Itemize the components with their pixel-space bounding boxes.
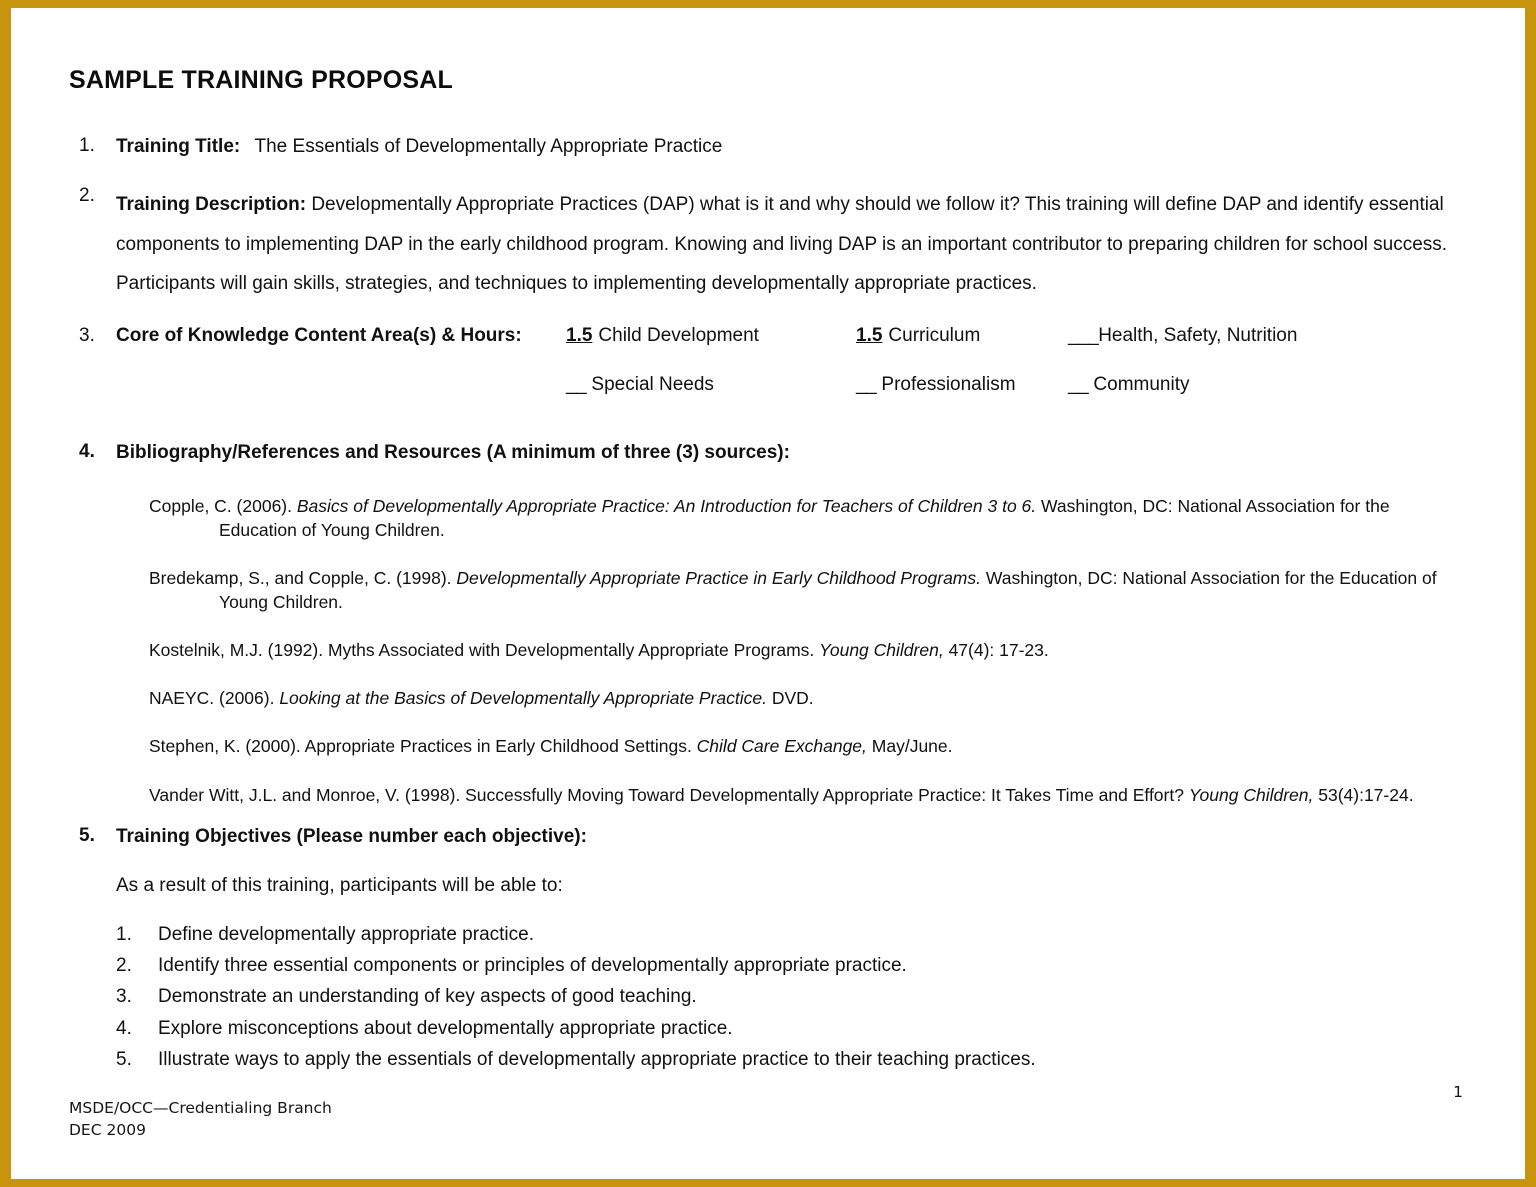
page-sheet bbox=[11, 8, 1525, 1179]
page-number: 1 bbox=[1453, 1083, 1463, 1101]
citation-suffix: May/June. bbox=[866, 736, 953, 757]
objective-item bbox=[116, 1013, 1465, 1044]
citation-item bbox=[149, 494, 1459, 542]
citation-title: Basics of Developmentally Appropriate Practice: An Introduction for Teachers of Children 3 to 6. bbox=[296, 495, 1037, 516]
page-title: SAMPLE TRAINING PROPOSAL bbox=[69, 66, 453, 94]
training-objectives-label: Training Objectives (Please number each objective): bbox=[116, 825, 587, 847]
section-number-5: 5. bbox=[79, 824, 95, 846]
label-special-needs: Special Needs bbox=[586, 374, 714, 396]
citation-prefix: Copple, C. (2006). bbox=[149, 495, 297, 516]
citation-item bbox=[149, 686, 1459, 710]
section-core-of-knowledge bbox=[69, 325, 1465, 411]
label-professionalism: Professionalism bbox=[876, 374, 1016, 396]
objectives-list bbox=[116, 919, 1465, 1075]
objectives-intro: As a result of this training, participants will be able to: bbox=[116, 875, 563, 897]
citation-prefix: Kostelnik, M.J. (1992). Myths Associated with Developmentally Appropriate Programs. bbox=[149, 640, 820, 661]
training-title-label: Training Title: bbox=[116, 136, 241, 157]
citation-title: Developmentally Appropriate Practice in Early Childhood Programs. bbox=[456, 567, 981, 588]
training-description-label: Training Description: bbox=[116, 194, 307, 216]
citation-title: Young Children, bbox=[819, 640, 944, 661]
citation-prefix: NAEYC. (2006). bbox=[149, 688, 280, 709]
core-of-knowledge-row bbox=[566, 374, 1346, 396]
footer-line-1: MSDE/OCC—Credentialing Branch bbox=[69, 1099, 332, 1117]
citation-title: Young Children, bbox=[1188, 784, 1314, 805]
objective-number: 1. bbox=[116, 924, 132, 946]
citation-title: Looking at the Basics of Developmentally Appropriate Practice. bbox=[279, 688, 767, 709]
objective-number: 3. bbox=[116, 986, 132, 1008]
hours-community[interactable]: __ bbox=[1068, 374, 1089, 396]
training-title-value: The Essentials of Developmentally Appropriate Practice bbox=[254, 136, 723, 157]
training-description-value: Developmentally Appropriate Practices (DAP) what is it and why should we follow it? This training will define DAP and identify essential components to implementing DAP in the early childhood program. Knowing and living DAP is an important contributor to preparing children for school success. Participants will gain skills, strategies, and techniques to implementing developmentally appropriate practices. bbox=[116, 194, 1448, 294]
citation-item bbox=[149, 638, 1459, 662]
objective-number: 5. bbox=[116, 1048, 132, 1070]
section-training-objectives bbox=[69, 825, 1465, 849]
citation-prefix: Vander Witt, J.L. and Monroe, V. (1998). Successfully Moving Toward Developmentally Appropriate Practice: It Takes Time and Effort? bbox=[149, 784, 1189, 805]
citation-prefix: Stephen, K. (2000). Appropriate Practices in Early Childhood Settings. bbox=[149, 736, 697, 757]
section-number-4: 4. bbox=[79, 441, 95, 463]
core-of-knowledge-grid bbox=[566, 325, 1346, 423]
bibliography-label: Bibliography/References and Resources (A minimum of three (3) sources): bbox=[116, 442, 790, 464]
citation-title: Child Care Exchange, bbox=[696, 736, 867, 757]
objective-item bbox=[116, 1044, 1465, 1075]
citation-item bbox=[149, 734, 1459, 758]
objective-text: Define developmentally appropriate practice. bbox=[158, 924, 534, 946]
objective-text: Demonstrate an understanding of key aspects of good teaching. bbox=[158, 986, 697, 1008]
citation-suffix: DVD. bbox=[767, 688, 814, 709]
section-number-1: 1. bbox=[79, 135, 95, 156]
document-content bbox=[69, 66, 1465, 1075]
hours-professionalism[interactable]: __ bbox=[856, 374, 877, 396]
bibliography-list bbox=[149, 494, 1459, 807]
core-area-health-safety-nutrition[interactable] bbox=[1068, 325, 1338, 347]
core-of-knowledge-label: Core of Knowledge Content Area(s) & Hours: bbox=[116, 325, 522, 347]
core-area-community[interactable] bbox=[1068, 374, 1338, 396]
section-training-title bbox=[69, 135, 1465, 159]
citation-item bbox=[149, 566, 1459, 614]
objective-text: Explore misconceptions about developmentally appropriate practice. bbox=[158, 1017, 733, 1039]
citation-suffix: Washington, DC: National Association for the Education of Young Children. bbox=[219, 567, 1437, 613]
citation-prefix: Bredekamp, S., and Copple, C. (1998). bbox=[149, 567, 457, 588]
label-curriculum: Curriculum bbox=[888, 325, 981, 347]
label-health-safety-nutrition: Health, Safety, Nutrition bbox=[1098, 325, 1298, 347]
hours-health-safety-nutrition[interactable]: ___ bbox=[1068, 325, 1099, 347]
citation-suffix: 47(4): 17-23. bbox=[943, 640, 1049, 661]
objective-text: Identify three essential components or principles of developmentally appropriate practice. bbox=[158, 955, 907, 977]
objective-item bbox=[116, 981, 1465, 1012]
objective-number: 4. bbox=[116, 1017, 132, 1039]
section-number-2: 2. bbox=[79, 185, 95, 207]
core-area-child-development[interactable] bbox=[566, 325, 856, 347]
footer-line-2: DEC 2009 bbox=[69, 1121, 146, 1139]
label-community: Community bbox=[1088, 374, 1190, 396]
hours-curriculum[interactable]: 1.5 bbox=[856, 325, 883, 347]
core-area-curriculum[interactable] bbox=[856, 325, 1068, 347]
objective-item bbox=[116, 950, 1465, 981]
hours-child-development[interactable]: 1.5 bbox=[566, 325, 593, 347]
core-area-special-needs[interactable] bbox=[566, 374, 856, 396]
label-child-development: Child Development bbox=[598, 325, 759, 347]
core-area-professionalism[interactable] bbox=[856, 374, 1068, 396]
objective-text: Illustrate ways to apply the essentials of developmentally appropriate practice to their teaching practices. bbox=[158, 1048, 1036, 1070]
document-footer bbox=[69, 1097, 332, 1141]
training-description-body bbox=[116, 185, 1465, 303]
core-of-knowledge-row bbox=[566, 325, 1346, 347]
training-title-line bbox=[116, 135, 1465, 159]
section-training-description bbox=[69, 185, 1465, 303]
section-bibliography bbox=[69, 441, 1465, 465]
citation-item bbox=[149, 783, 1459, 807]
section-number-3: 3. bbox=[79, 325, 95, 347]
objective-item bbox=[116, 919, 1465, 950]
hours-special-needs[interactable]: __ bbox=[566, 374, 587, 396]
citation-suffix: Washington, DC: National Association for the Education of Young Children. bbox=[219, 495, 1390, 540]
citation-suffix: 53(4):17-24. bbox=[1313, 784, 1414, 805]
objective-number: 2. bbox=[116, 955, 132, 977]
